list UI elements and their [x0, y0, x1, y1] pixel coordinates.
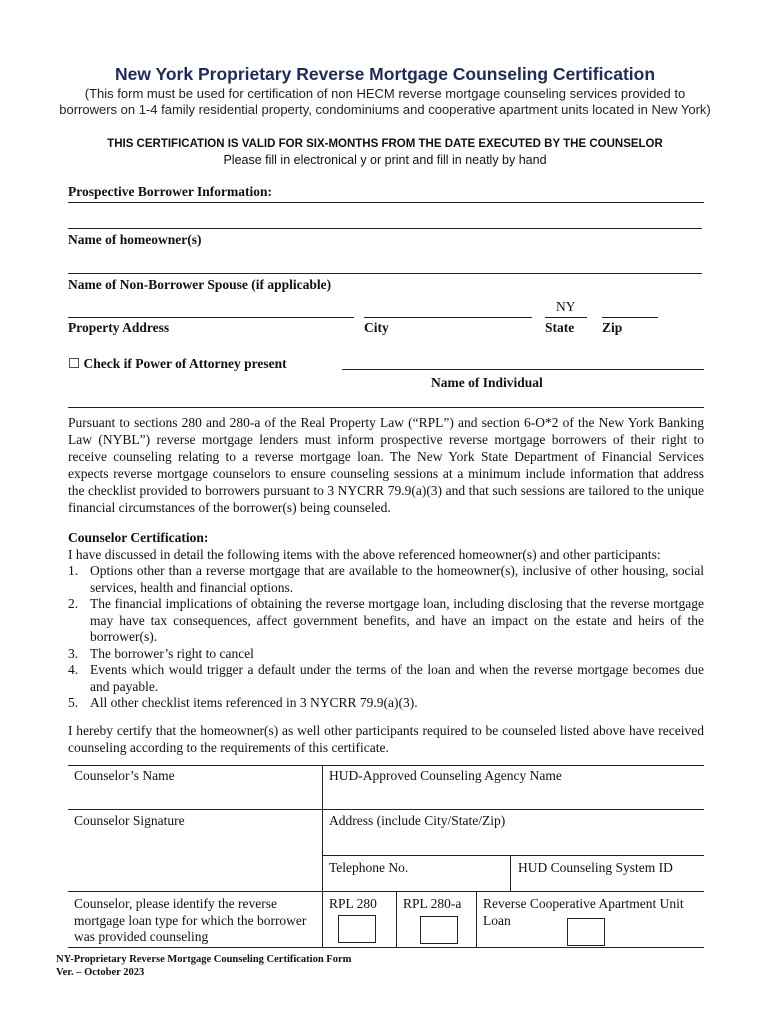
validity-notice: THIS CERTIFICATION IS VALID FOR SIX-MONTHS FROM THE DATE EXECUTED BY THE COUNSELOR — [107, 138, 663, 150]
coop-loan-checkbox[interactable] — [567, 918, 605, 946]
form-subtitle-line-1: (This form must be used for certification of non HECM reverse mortgage counseling services provided to — [84, 86, 686, 101]
table-border — [322, 765, 323, 947]
table-border — [476, 891, 477, 947]
homeowner-name-field[interactable] — [68, 228, 702, 229]
table-border — [510, 855, 511, 891]
checklist — [68, 563, 704, 712]
hud-id-cell[interactable]: HUD Counseling System ID — [518, 860, 673, 875]
table-border — [396, 891, 397, 947]
poa-row[interactable] — [68, 356, 287, 372]
homeowner-name-label: Name of homeowner(s) — [68, 232, 202, 247]
form-title: New York Proprietary Reverse Mortgage Counseling Certification — [114, 64, 656, 84]
address-cell[interactable]: Address (include City/State/Zip) — [329, 813, 506, 828]
rpl-280-checkbox[interactable] — [338, 915, 376, 943]
table-border — [322, 855, 704, 856]
telephone-cell[interactable]: Telephone No. — [329, 860, 409, 875]
poa-checkbox[interactable]: ☐ — [68, 356, 81, 371]
zip-label: Zip — [602, 320, 623, 335]
city-label: City — [364, 320, 389, 335]
state-label: State — [545, 320, 575, 335]
footer-version: Ver. – October 2023 — [56, 967, 145, 978]
state-field[interactable] — [545, 317, 587, 318]
spouse-name-label: Name of Non-Borrower Spouse (if applicable) — [68, 277, 332, 292]
poa-label: Check if Power of Attorney present — [83, 356, 287, 371]
poa-individual-field[interactable] — [342, 369, 704, 370]
zip-field[interactable] — [602, 317, 658, 318]
checklist-item: 1. Options other than a reverse mortgage that are available to the homeowner(s), inclusive of other housing, social services, health and financial options. — [68, 563, 704, 595]
section-divider — [68, 202, 704, 203]
city-field[interactable] — [364, 317, 532, 318]
agency-name-cell[interactable]: HUD-Approved Counseling Agency Name — [329, 768, 562, 783]
loan-type-prompt: Counselor, please identify the reverse mortgage loan type for which the borrower was provided counseling — [74, 896, 307, 944]
counselor-name-cell[interactable]: Counselor’s Name — [74, 768, 175, 783]
table-border — [68, 765, 704, 766]
certification-lead: I have discussed in detail the following items with the above referenced homeowner(s) and other participants: — [68, 547, 661, 562]
state-value: NY — [556, 299, 576, 314]
table-border — [68, 947, 704, 948]
table-border — [68, 809, 704, 810]
table-border — [68, 891, 704, 892]
property-address-field[interactable] — [68, 317, 354, 318]
footer-form-name: NY-Proprietary Reverse Mortgage Counseling Certification Form — [56, 954, 352, 965]
checklist-item: 2. The financial implications of obtaining the reverse mortgage loan, including disclosing that the reverse mortgage may have tax consequences, affect government benefits, and have an impact on the estate and heirs of the borrower(s). — [68, 596, 704, 644]
checklist-item: 3. The borrower’s right to cancel — [68, 645, 254, 661]
checklist-item: 4. Events which would trigger a default under the terms of the loan and when the reverse mortgage becomes due and payable. — [68, 662, 704, 694]
poa-individual-label: Name of Individual — [431, 375, 543, 390]
rpl-280a-label: RPL 280-a — [403, 896, 462, 911]
coop-loan-label: Reverse Cooperative Apartment Unit Loan — [483, 896, 684, 928]
rpl-280-label: RPL 280 — [329, 896, 377, 911]
certification-statement: I hereby certify that the homeowner(s) as well other participants required to be counseled listed above have received counseling according to the requirements of this certificate. — [68, 723, 704, 755]
spouse-name-field[interactable] — [68, 273, 702, 274]
property-address-label: Property Address — [68, 320, 170, 335]
counselor-signature-cell[interactable]: Counselor Signature — [74, 813, 185, 828]
form-subtitle-line-2: borrowers on 1-4 family residential property, condominiums and cooperative apartment units located in New York) — [59, 102, 711, 117]
section-divider — [68, 407, 704, 408]
intro-paragraph: Pursuant to sections 280 and 280-a of the Real Property Law (“RPL”) and section 6-O*2 of the New York Banking Law (NYBL”) reverse mortgage lenders must inform prospective reverse mortgage borrowers of their right to receive counseling relating to a reverse mortgage loan. The New York State Department of Financial Services expects reverse mortgage counselors to ensure counseling sessions at a minimum include information that address the checklist provided to borrowers pursuant to 3 NYCRR 79.9(a)(3) and that such sessions are tailored to the unique financial circumstances of the borrower(s) being counseled. — [68, 415, 704, 515]
borrower-section-title: Prospective Borrower Information: — [68, 184, 272, 199]
checklist-item: 5. All other checklist items referenced in 3 NYCRR 79.9(a)(3). — [68, 695, 418, 710]
rpl-280a-checkbox[interactable] — [420, 916, 458, 944]
fill-instructions: Please fill in electronical y or print and fill in neatly by hand — [223, 153, 547, 167]
certification-title: Counselor Certification: — [68, 530, 209, 545]
